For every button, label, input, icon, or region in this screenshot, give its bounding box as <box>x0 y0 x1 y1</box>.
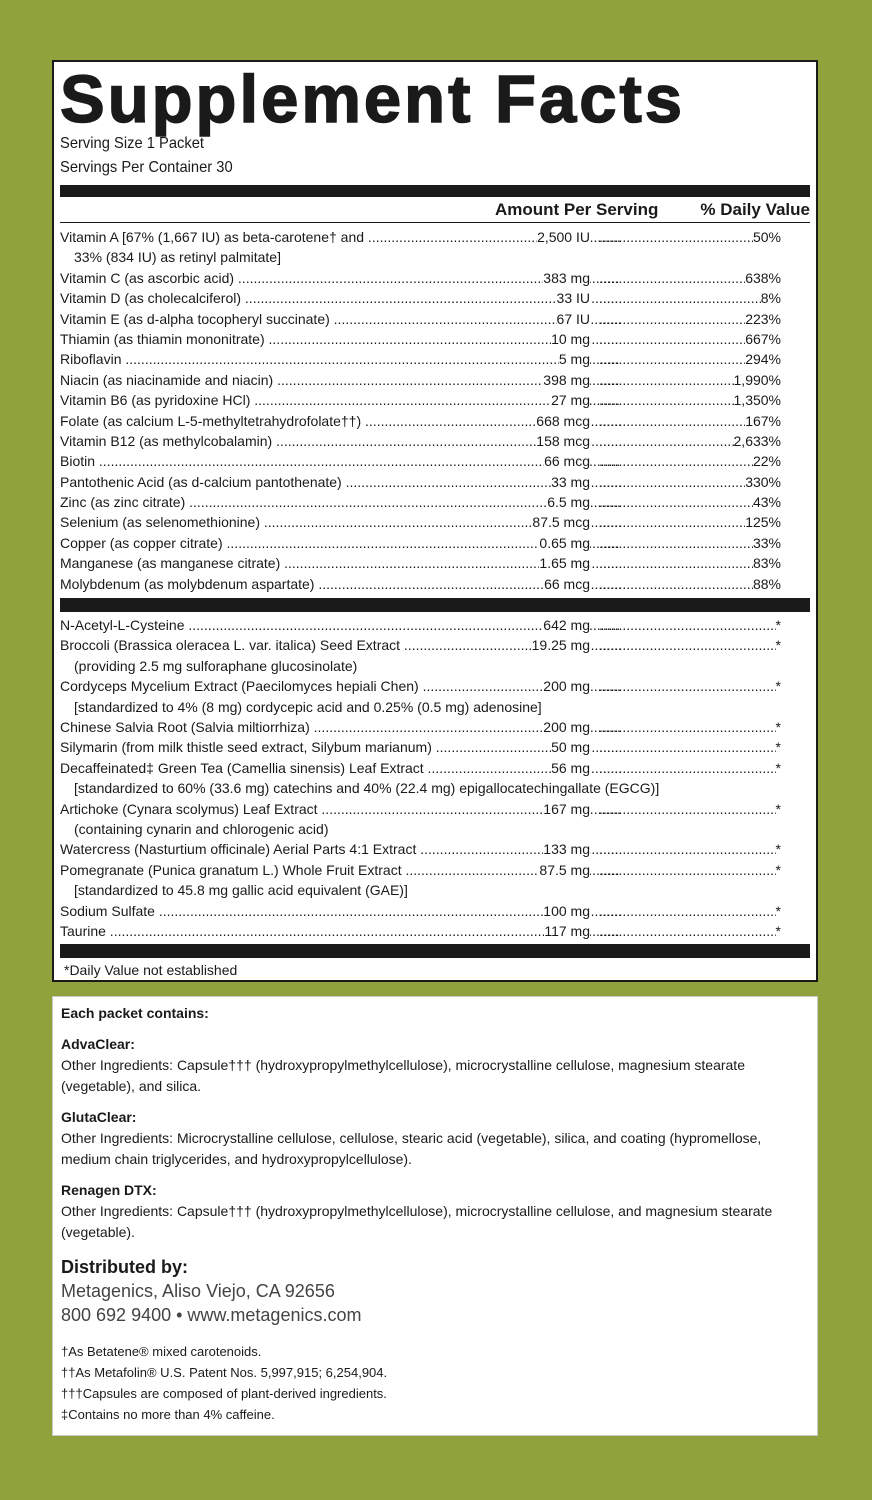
table-row <box>60 492 810 512</box>
table-row <box>60 411 810 431</box>
nutrient-detail: [standardized to 60% (33.6 mg) catechins and 40% (22.4 mg) epigallocatechingallate (EGCG)] <box>74 780 660 797</box>
table-row <box>60 512 810 532</box>
nutrient-name: Vitamin E (as d-alpha tocopheryl succinate) <box>60 310 330 327</box>
nutrient-name: Broccoli (Brassica oleracea L. var. italica) Seed Extract <box>60 637 401 654</box>
amount: 56 mg <box>551 758 590 778</box>
servings-per-container: Servings Per Container 30 <box>60 159 233 176</box>
nutrient-name: Selenium (as selenomethionine) <box>60 514 260 531</box>
amount: 1.65 mg <box>539 553 590 573</box>
daily-value: * <box>775 678 781 695</box>
table-row <box>60 676 810 696</box>
nutrient-name: Sodium Sulfate <box>60 902 155 919</box>
amount: 158 mcg <box>536 431 590 451</box>
daily-value: 50% <box>752 229 781 245</box>
table-row <box>60 472 810 492</box>
daily-value: * <box>775 861 781 878</box>
product-name: GlutaClear: <box>61 1109 137 1125</box>
daily-value: 667% <box>745 330 781 347</box>
daily-value-header: % Daily Value <box>700 200 810 219</box>
daily-value: * <box>775 922 781 939</box>
table-row <box>60 635 810 655</box>
table-row <box>60 451 810 471</box>
ingredients-panel <box>52 996 818 1436</box>
amount: 642 mg <box>543 615 590 635</box>
ingredient-list <box>60 615 810 941</box>
distributed-label: Distributed by: <box>61 1257 189 1277</box>
nutrient-name: Biotin <box>60 453 96 470</box>
daily-value: * <box>775 637 781 654</box>
nutrient-detail: [standardized to 45.8 mg gallic acid equivalent (GAE)] <box>74 882 408 899</box>
nutrient-name: Molybdenum (as molybdenum aspartate) <box>60 575 315 592</box>
amount: 27 mg <box>551 390 590 410</box>
table-row <box>60 901 810 921</box>
amount-per-serving-header: Amount Per Serving <box>494 200 659 219</box>
amount: 100 mg <box>543 901 590 921</box>
nutrient-detail: (providing 2.5 mg sulforaphane glucosinolate) <box>74 657 358 674</box>
table-row <box>60 533 810 553</box>
amount: 200 mg <box>543 676 590 696</box>
nutrient-name: Riboflavin <box>60 351 122 368</box>
footnote: ††As Metafolin® U.S. Patent Nos. 5,997,915; 6,254,904. <box>61 1365 388 1380</box>
product-name: Renagen DTX: <box>61 1182 157 1198</box>
nutrient-name: Vitamin B12 (as methylcobalamin) <box>60 432 273 449</box>
product-name: AdvaClear: <box>61 1036 135 1052</box>
daily-value: 1,990% <box>733 371 781 388</box>
table-row <box>60 758 810 778</box>
product-ingredients: Other Ingredients: Microcrystalline cellulose, cellulose, stearic acid (vegetable), silica, and coating (hypromellose, medium chain triglycerides, and hydroxypropylcellulose). <box>61 1130 762 1167</box>
amount: 398 mg <box>543 370 590 390</box>
nutrient-name: Pomegranate (Punica granatum L.) Whole Fruit Extract <box>60 861 402 878</box>
amount: 0.65 mg <box>539 533 590 553</box>
table-row <box>60 615 810 635</box>
table-row <box>60 737 810 757</box>
table-row <box>60 839 810 859</box>
facts-title: Supplement Facts <box>60 62 686 137</box>
amount: 6.5 mg <box>547 492 590 512</box>
nutrient-detail: 33% (834 IU) as retinyl palmitate] <box>74 249 281 266</box>
amount: 5 mg <box>559 349 590 369</box>
distributor-block <box>61 1255 809 1327</box>
table-row <box>60 268 810 288</box>
nutrient-name: Zinc (as zinc citrate) <box>60 494 186 511</box>
amount: 67 IU <box>557 309 590 329</box>
table-row <box>60 370 810 390</box>
amount: 87.5 mg <box>539 860 590 880</box>
table-row <box>60 390 810 410</box>
amount: 50 mg <box>551 737 590 757</box>
table-row <box>60 921 810 941</box>
table-row <box>60 288 810 308</box>
table-row <box>60 349 810 369</box>
amount: 66 mcg <box>544 451 590 471</box>
amount: 200 mg <box>543 717 590 737</box>
daily-value: 2,633% <box>733 432 781 449</box>
product-ingredients: Other Ingredients: Capsule††† (hydroxypropylmethylcellulose), microcrystalline cellulose, magnesium stearate (vegetable), and silica. <box>61 1057 745 1094</box>
amount: 133 mg <box>543 839 590 859</box>
daily-value: * <box>775 902 781 919</box>
amount: 33 IU <box>557 288 590 308</box>
nutrient-name: Vitamin D (as cholecalciferol) <box>60 290 242 307</box>
amount: 66 mcg <box>544 574 590 594</box>
nutrient-name: N-Acetyl-L-Cysteine <box>60 617 185 634</box>
nutrient-name: Pantothenic Acid (as d-calcium pantothenate) <box>60 473 342 490</box>
product-ingredients: Other Ingredients: Capsule††† (hydroxypropylmethylcellulose), microcrystalline cellulose, and magnesium stearate (vegetable). <box>61 1203 773 1240</box>
supplement-facts-panel <box>52 60 818 982</box>
daily-value: 33% <box>752 534 781 551</box>
distributor-address: Metagenics, Aliso Viejo, CA 92656 <box>61 1281 335 1301</box>
footnote-list <box>61 1341 809 1425</box>
nutrient-name: Copper (as copper citrate) <box>60 534 223 551</box>
daily-value: 88% <box>752 575 781 592</box>
thick-divider <box>60 185 810 197</box>
nutrient-detail: [standardized to 4% (8 mg) cordycepic acid and 0.25% (0.5 mg) adenosine] <box>74 698 542 715</box>
amount: 2,500 IU <box>537 227 590 247</box>
nutrient-detail: (containing cynarin and chlorogenic acid) <box>74 820 329 837</box>
daily-value: 167% <box>745 412 781 429</box>
footnote: †††Capsules are composed of plant-derived ingredients. <box>61 1386 387 1401</box>
table-row <box>60 227 810 247</box>
nutrient-name: Folate (as calcium L-5-methyltetrahydrofolate††) <box>60 412 362 429</box>
footnote: †As Betatene® mixed carotenoids. <box>61 1344 262 1359</box>
daily-value: * <box>775 759 781 776</box>
nutrient-name: Chinese Salvia Root (Salvia miltiorrhiza) <box>60 718 310 735</box>
thick-divider <box>60 598 810 612</box>
daily-value: 22% <box>752 453 781 470</box>
table-row <box>60 717 810 737</box>
amount: 117 mg <box>544 921 590 941</box>
nutrient-name: Vitamin B6 (as pyridoxine HCl) <box>60 392 251 409</box>
daily-value: 43% <box>752 494 781 511</box>
nutrient-name: Thiamin (as thiamin mononitrate) <box>60 330 265 347</box>
daily-value: * <box>775 617 781 634</box>
nutrient-name: Vitamin A [67% (1,667 IU) as beta-carotene† and <box>60 229 365 245</box>
thick-divider <box>60 944 810 958</box>
daily-value: * <box>775 739 781 756</box>
table-row <box>60 860 810 880</box>
daily-value-footnote: *Daily Value not established <box>64 962 238 979</box>
product-list <box>61 1034 809 1243</box>
daily-value: 223% <box>745 310 781 327</box>
daily-value: 294% <box>745 351 781 368</box>
daily-value: * <box>775 800 781 817</box>
column-header <box>60 197 810 223</box>
amount: 167 mg <box>543 799 590 819</box>
nutrient-name: Manganese (as manganese citrate) <box>60 555 281 572</box>
amount: 10 mg <box>551 329 590 349</box>
daily-value: 125% <box>745 514 781 531</box>
distributor-contact: 800 692 9400 • www.metagenics.com <box>61 1305 362 1325</box>
daily-value: * <box>775 841 781 858</box>
amount: 383 mg <box>543 268 590 288</box>
daily-value: 83% <box>752 555 781 572</box>
nutrient-name: Vitamin C (as ascorbic acid) <box>60 269 235 286</box>
footnote: ‡Contains no more than 4% caffeine. <box>61 1407 275 1422</box>
table-row <box>60 799 810 819</box>
packet-heading: Each packet contains: <box>61 1005 209 1021</box>
daily-value: 638% <box>745 269 781 286</box>
nutrient-name: Watercress (Nasturtium officinale) Aerial Parts 4:1 Extract <box>60 841 417 858</box>
daily-value: * <box>775 718 781 735</box>
amount: 668 mcg <box>536 411 590 431</box>
nutrient-name: Niacin (as niacinamide and niacin) <box>60 371 274 388</box>
nutrient-name: Taurine <box>60 922 106 939</box>
daily-value: 1,350% <box>733 392 781 409</box>
table-row <box>60 553 810 573</box>
nutrient-name: Artichoke (Cynara scolymus) Leaf Extract <box>60 800 318 817</box>
table-row <box>60 329 810 349</box>
daily-value: 330% <box>745 473 781 490</box>
serving-size: Serving Size 1 Packet <box>60 135 205 152</box>
nutrient-name: Silymarin (from milk thistle seed extract, Silybum marianum) <box>60 739 432 756</box>
nutrient-name: Decaffeinated‡ Green Tea (Camellia sinensis) Leaf Extract <box>60 759 424 776</box>
amount: 87.5 mcg <box>532 512 590 532</box>
amount: 33 mg <box>551 472 590 492</box>
table-row <box>60 309 810 329</box>
table-row <box>60 574 810 594</box>
daily-value: 8% <box>760 290 781 307</box>
vitamin-list <box>60 227 810 594</box>
amount: 19.25 mg <box>532 635 590 655</box>
nutrient-name: Cordyceps Mycelium Extract (Paecilomyces hepiali Chen) <box>60 678 419 695</box>
table-row <box>60 431 810 451</box>
